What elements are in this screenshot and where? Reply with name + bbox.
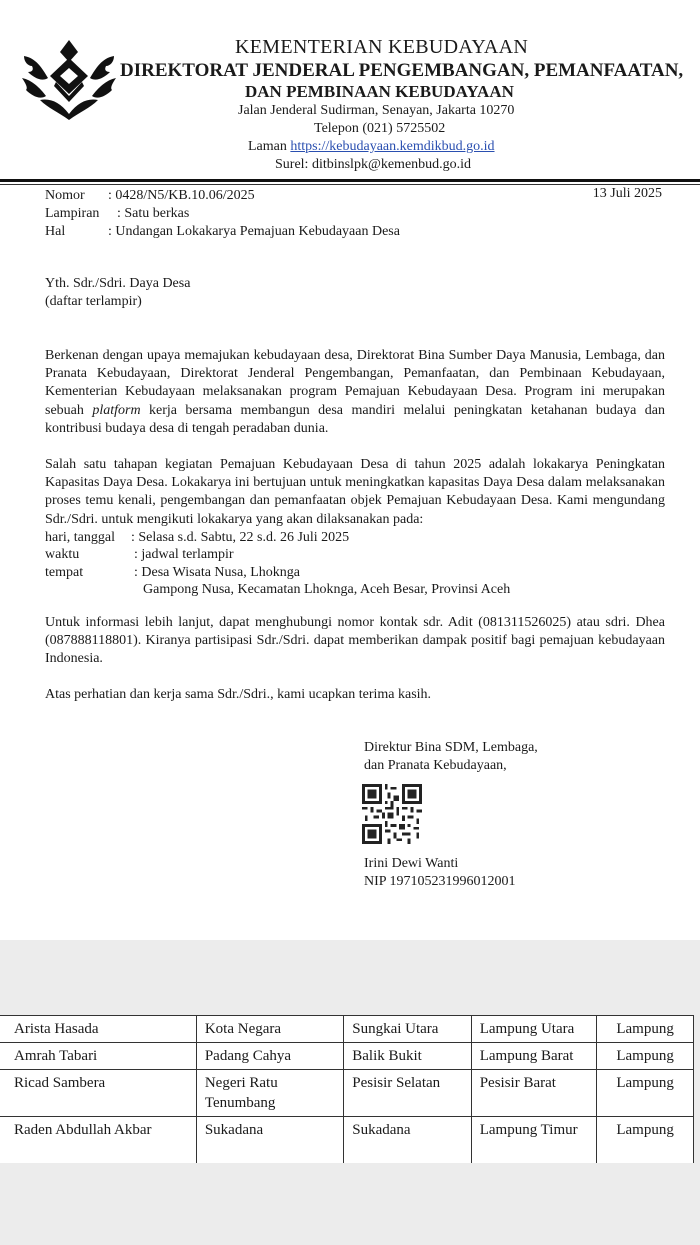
table-cell: Arista Hasada — [0, 1016, 196, 1043]
table-cell: Balik Bukit — [344, 1043, 471, 1070]
phone: Telepon (021) 5725502 — [314, 121, 446, 136]
participant-table — [0, 1015, 694, 1163]
paragraph-1-part-b: kerja bersama membangun desa mandiri melalui peningkatan ketahanan budaya dan kontribusi budaya desa di tengah peradaban dunia. — [45, 402, 665, 436]
table-cell: Pesisir Selatan — [344, 1070, 471, 1117]
table-cell: Sukadana — [344, 1117, 471, 1164]
signatory-title-2: dan Pranata Kebudayaan, — [364, 758, 507, 773]
table-cell: Sukadana — [196, 1117, 343, 1164]
table-cell: Sungkai Utara — [344, 1016, 471, 1043]
website — [248, 139, 495, 155]
kemenbud-logo-icon — [18, 38, 120, 122]
hal-value: : Undangan Lokakarya Pemajuan Kebudayaan Desa — [108, 224, 400, 239]
signatory-title-1: Direktur Bina SDM, Lembaga, — [364, 740, 538, 755]
table-cell: Kota Negara — [196, 1016, 343, 1043]
table-cell: Lampung Utara — [471, 1016, 596, 1043]
hal-label: Hal — [45, 224, 66, 239]
signatory-nip: NIP 197105231996012001 — [364, 874, 516, 889]
paragraph-1-part-a: Berkenan dengan upaya memajukan kebudayaan desa, Direktorat Bina Sumber Daya Manusia, Lembaga, dan Pranata Kebudayaan, Direktorat Jenderal Pengembangan, Pemanfaatan, dan Pembinaan Kebudayaan, Kementerian Kebudayaan melaksanakan program Pemajuan Kebudayaan Desa. Program ini merupakan sebuah — [45, 348, 665, 418]
schedule-time-value: : jadwal terlampir — [134, 547, 234, 562]
nomor-label: Nomor — [45, 188, 85, 203]
letter-date: 13 Juli 2025 — [592, 186, 662, 201]
table-cell: Lampung — [597, 1016, 694, 1043]
table-cell: Lampung Barat — [471, 1043, 596, 1070]
table-cell: Lampung — [597, 1070, 694, 1117]
table-cell: Lampung — [597, 1043, 694, 1070]
table-row — [0, 1070, 694, 1117]
letterhead-rule-thin — [0, 184, 700, 185]
lampiran-label: Lampiran — [45, 206, 100, 221]
paragraph-3: Untuk informasi lebih lanjut, dapat menghubungi nomor kontak sdr. Adit (081311526025) atau sdri. Dhea (087888118801). Kiranya partisipasi Sdr./Sdri. dapat memberikan dampak positif bagi pemajuan kebudayaan Indonesia. — [45, 615, 665, 667]
schedule-place-label: tempat — [45, 565, 84, 580]
table-cell: Padang Cahya — [196, 1043, 343, 1070]
qr-code-icon — [362, 784, 422, 844]
table-cell: Amrah Tabari — [0, 1043, 196, 1070]
schedule-place-value: : Desa Wisata Nusa, Lhoknga — [134, 565, 300, 580]
email: Surel: ditbinslpk@kemenbud.go.id — [275, 157, 472, 172]
website-link[interactable]: https://kebudayaan.kemdikbud.go.id — [290, 139, 495, 154]
table-cell: Ricad Sambera — [0, 1070, 196, 1117]
table-cell: Negeri Ratu Tenumbang — [196, 1070, 343, 1117]
recipient-name: Yth. Sdr./Sdri. Daya Desa — [45, 276, 191, 291]
website-label: Laman — [248, 139, 287, 154]
signatory-name: Irini Dewi Wanti — [364, 856, 459, 871]
directorate-name: DIREKTORAT JENDERAL PENGEMBANGAN, PEMANFAATAN, — [120, 60, 684, 81]
table-row — [0, 1016, 694, 1043]
table-cell: Raden Abdullah Akbar — [0, 1117, 196, 1164]
schedule-time-label: waktu — [45, 547, 80, 562]
schedule-day-label: hari, tanggal — [45, 530, 115, 545]
ministry-name: KEMENTERIAN KEBUDAYAAN — [235, 36, 529, 58]
letterhead-rule — [0, 179, 700, 182]
table-cell: Lampung Timur — [471, 1117, 596, 1164]
lampiran-value: : Satu berkas — [117, 206, 190, 221]
paragraph-1-italic: platform — [92, 402, 141, 418]
address: Jalan Jenderal Sudirman, Senayan, Jakarta 10270 — [238, 103, 515, 118]
table-cell: Pesisir Barat — [471, 1070, 596, 1117]
table-row — [0, 1117, 694, 1164]
directorate-name-2: DAN PEMBINAAN KEBUDAYAAN — [245, 82, 514, 101]
paragraph-2: Salah satu tahapan kegiatan Pemajuan Kebudayaan Desa di tahun 2025 adalah lokakarya Peningkatan Kapasitas Daya Desa. Lokakarya ini bertujuan untuk meningkatkan kapasitas Daya Desa dalam melaksanakan proses temu kenali, pengembangan dan pemanfaatan objek Pemajuan Kebudayaan Desa. Kami mengundang Sdr./Sdri. untuk mengikuti lokakarya yang akan dilaksanakan pada: — [45, 457, 665, 527]
schedule-place-detail: Gampong Nusa, Kecamatan Lhoknga, Aceh Besar, Provinsi Aceh — [143, 582, 511, 597]
nomor-value: : 0428/N5/KB.10.06/2025 — [108, 188, 255, 203]
table-row — [0, 1043, 694, 1070]
schedule-day-value: : Selasa s.d. Sabtu, 22 s.d. 26 Juli 2025 — [131, 530, 350, 545]
recipient-note: (daftar terlampir) — [45, 294, 142, 309]
paragraph-1 — [45, 347, 665, 438]
table-cell: Lampung — [597, 1117, 694, 1164]
paragraph-4: Atas perhatian dan kerja sama Sdr./Sdri., kami ucapkan terima kasih. — [45, 687, 432, 702]
